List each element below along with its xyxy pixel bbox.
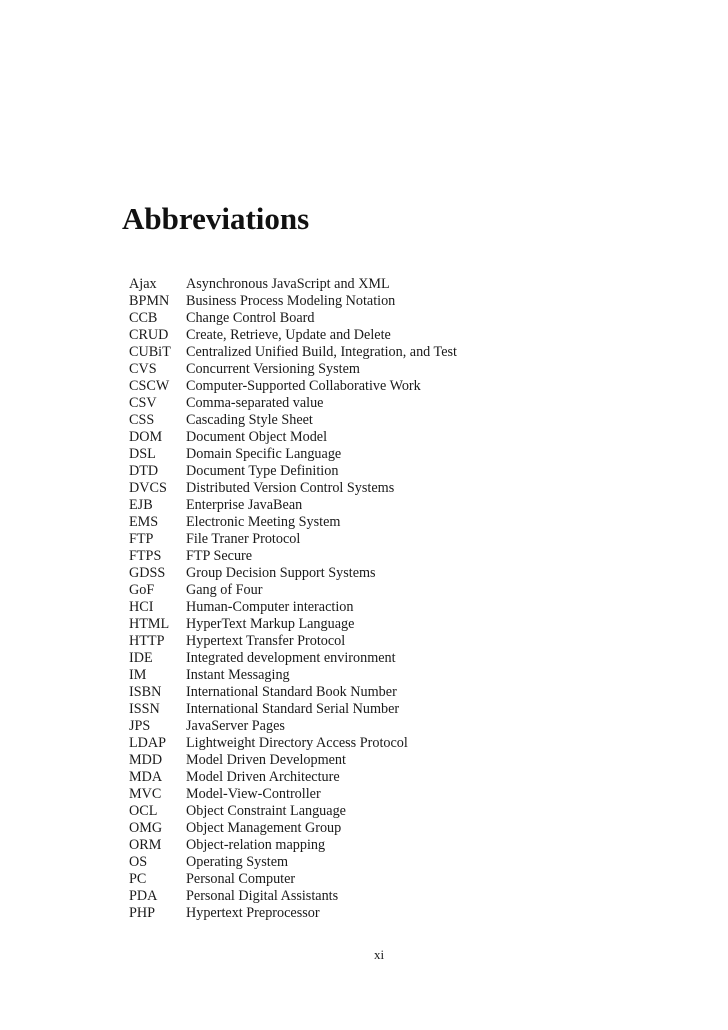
abbreviation-row (129, 820, 457, 837)
abbreviation-term: CCB (129, 310, 158, 326)
abbreviation-definition: Personal Digital Assistants (186, 888, 339, 904)
abbreviation-term: DTD (129, 463, 159, 479)
abbreviation-row (129, 905, 457, 922)
abbreviation-definition: Model Driven Architecture (186, 769, 340, 785)
abbreviation-row (129, 888, 457, 905)
abbreviation-row (129, 361, 457, 378)
abbreviation-row (129, 786, 457, 803)
abbreviation-term: CSS (129, 412, 155, 428)
abbreviation-term: CSV (129, 395, 157, 411)
abbreviation-term: ISSN (129, 701, 160, 717)
abbreviation-definition: Integrated development environment (186, 650, 396, 666)
abbreviation-term: Ajax (129, 276, 157, 292)
abbreviation-definition: FTP Secure (186, 548, 253, 564)
abbreviation-row (129, 582, 457, 599)
abbreviation-term: BPMN (129, 293, 170, 309)
abbreviation-row (129, 667, 457, 684)
abbreviation-row (129, 633, 457, 650)
abbreviation-row (129, 514, 457, 531)
abbreviation-row (129, 650, 457, 667)
abbreviation-term: MDA (129, 769, 163, 785)
abbreviation-row (129, 310, 457, 327)
abbreviation-term: HCI (129, 599, 154, 615)
abbreviation-row (129, 548, 457, 565)
abbreviation-definition: Gang of Four (186, 582, 263, 598)
abbreviation-definition: Document Type Definition (186, 463, 339, 479)
abbreviation-definition: Lightweight Directory Access Protocol (186, 735, 408, 751)
abbreviation-definition: Distributed Version Control Systems (186, 480, 395, 496)
abbreviation-term: FTPS (129, 548, 162, 564)
abbreviation-row (129, 497, 457, 514)
abbreviation-term: CVS (129, 361, 157, 377)
abbreviation-row (129, 378, 457, 395)
abbreviation-list (129, 276, 457, 922)
abbreviation-term: HTML (129, 616, 170, 632)
abbreviation-definition: Comma-separated value (186, 395, 324, 411)
abbreviation-definition: File Traner Protocol (186, 531, 301, 547)
abbreviation-row (129, 752, 457, 769)
abbreviation-term: GDSS (129, 565, 166, 581)
abbreviation-definition: Document Object Model (186, 429, 328, 445)
abbreviation-definition: Model-View-Controller (186, 786, 321, 802)
abbreviation-row (129, 735, 457, 752)
abbreviation-row (129, 293, 457, 310)
abbreviation-term: PC (129, 871, 147, 887)
abbreviation-definition: Create, Retrieve, Update and Delete (186, 327, 391, 343)
abbreviation-term: MDD (129, 752, 163, 768)
abbreviation-row (129, 480, 457, 497)
abbreviation-definition: Hypertext Preprocessor (186, 905, 320, 921)
abbreviation-definition: Instant Messaging (186, 667, 290, 683)
abbreviation-term: EJB (129, 497, 153, 513)
abbreviation-term: OMG (129, 820, 163, 836)
abbreviation-term: PHP (129, 905, 156, 921)
abbreviation-row (129, 429, 457, 446)
abbreviation-term: ISBN (129, 684, 162, 700)
abbreviation-term: DSL (129, 446, 156, 462)
abbreviation-row (129, 616, 457, 633)
abbreviation-term: LDAP (129, 735, 167, 751)
abbreviation-term: GoF (129, 582, 155, 598)
abbreviation-term: IDE (129, 650, 153, 666)
page-title: Abbreviations (122, 201, 310, 236)
abbreviation-term: PDA (129, 888, 158, 904)
abbreviation-row (129, 412, 457, 429)
abbreviation-definition: Centralized Unified Build, Integration, and Test (186, 344, 457, 360)
abbreviation-row (129, 276, 457, 293)
abbreviation-term: HTTP (129, 633, 165, 649)
abbreviation-definition: Object Constraint Language (186, 803, 346, 819)
abbreviation-row (129, 599, 457, 616)
abbreviation-row (129, 803, 457, 820)
abbreviation-row (129, 531, 457, 548)
abbreviation-definition: HyperText Markup Language (186, 616, 355, 632)
abbreviation-term: JPS (129, 718, 151, 734)
abbreviation-row (129, 565, 457, 582)
abbreviation-term: EMS (129, 514, 159, 530)
abbreviation-row (129, 701, 457, 718)
abbreviation-definition: JavaServer Pages (186, 718, 285, 734)
abbreviation-definition: Business Process Modeling Notation (186, 293, 396, 309)
page-number: xi (374, 947, 385, 962)
abbreviation-term: DOM (129, 429, 163, 445)
abbreviation-term: IM (129, 667, 147, 683)
abbreviation-row (129, 769, 457, 786)
abbreviation-term: CRUD (129, 327, 169, 343)
abbreviation-term: DVCS (129, 480, 167, 496)
abbreviation-term: ORM (129, 837, 162, 853)
abbreviation-definition: Human-Computer interaction (186, 599, 354, 615)
abbreviation-definition: Object Management Group (186, 820, 342, 836)
abbreviation-definition: Operating System (186, 854, 289, 870)
abbreviation-row (129, 327, 457, 344)
abbreviation-row (129, 395, 457, 412)
abbreviation-row (129, 446, 457, 463)
abbreviation-row (129, 871, 457, 888)
abbreviation-definition: Personal Computer (186, 871, 296, 887)
abbreviation-row (129, 463, 457, 480)
abbreviation-row (129, 837, 457, 854)
abbreviation-definition: Electronic Meeting System (186, 514, 341, 530)
abbreviation-definition: Group Decision Support Systems (186, 565, 376, 581)
abbreviation-row (129, 854, 457, 871)
abbreviation-definition: Change Control Board (186, 310, 315, 326)
abbreviation-definition: Model Driven Development (186, 752, 346, 768)
abbreviation-definition: Computer-Supported Collaborative Work (186, 378, 421, 394)
abbreviation-definition: Object-relation mapping (186, 837, 326, 853)
abbreviation-definition: Asynchronous JavaScript and XML (186, 276, 390, 292)
abbreviation-row (129, 684, 457, 701)
abbreviation-definition: Concurrent Versioning System (186, 361, 360, 377)
abbreviation-term: CUBiT (129, 344, 171, 360)
abbreviation-definition: Domain Specific Language (186, 446, 342, 462)
abbreviation-row (129, 718, 457, 735)
abbreviation-term: OS (129, 854, 148, 870)
abbreviation-term: OCL (129, 803, 158, 819)
abbreviation-definition: International Standard Book Number (186, 684, 397, 700)
abbreviation-definition: Hypertext Transfer Protocol (186, 633, 346, 649)
abbreviation-definition: Enterprise JavaBean (186, 497, 303, 513)
abbreviation-definition: International Standard Serial Number (186, 701, 400, 717)
abbreviation-definition: Cascading Style Sheet (186, 412, 313, 428)
abbreviation-row (129, 344, 457, 361)
abbreviation-term: MVC (129, 786, 162, 802)
abbreviation-term: CSCW (129, 378, 170, 394)
abbreviation-term: FTP (129, 531, 154, 547)
